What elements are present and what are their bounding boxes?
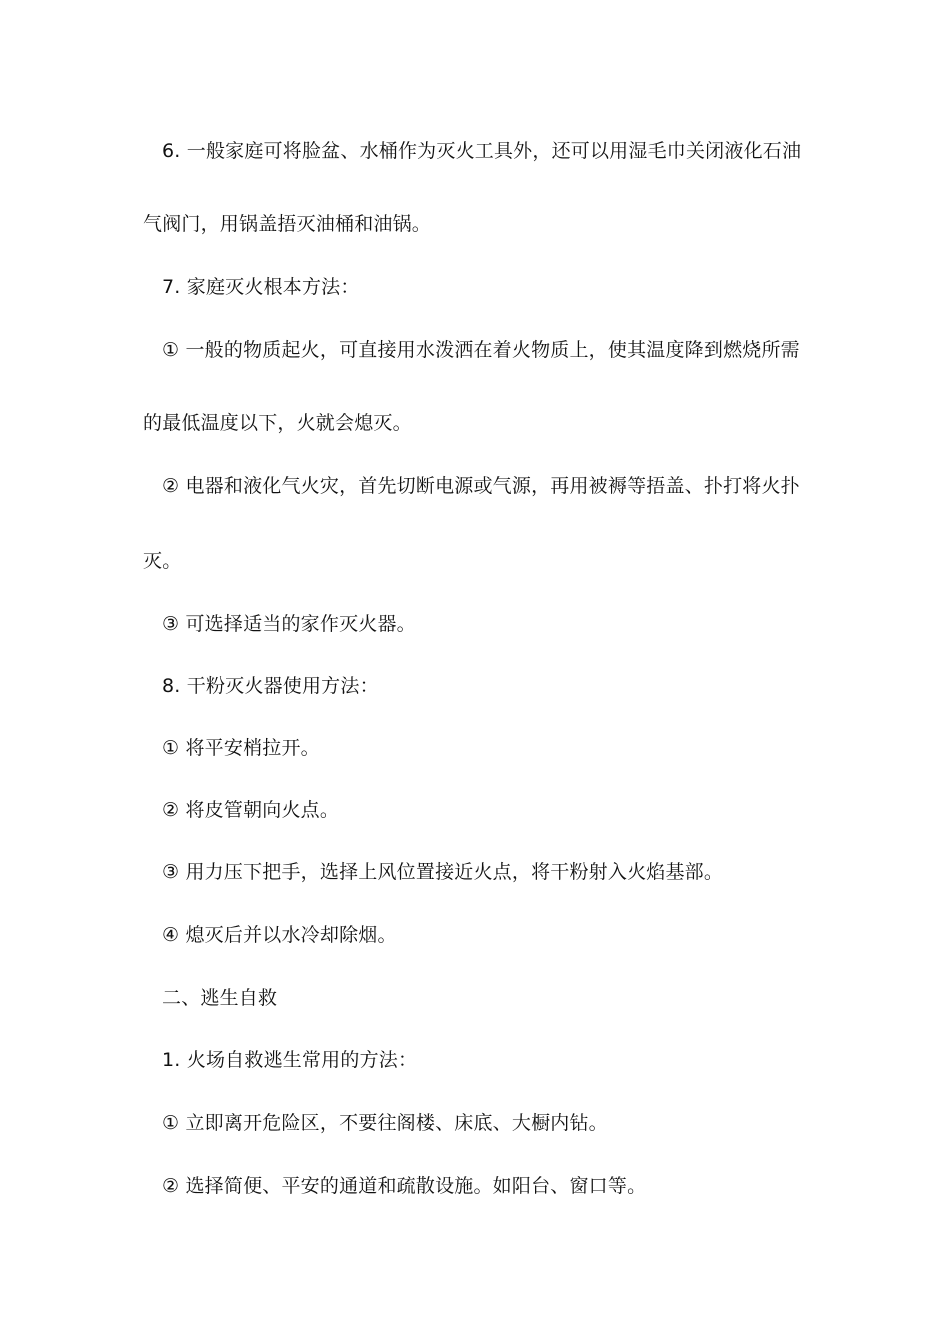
item-8-3: ③ 用力压下把手，选择上风位置接近火点，将干粉射入火焰基部。 <box>162 861 724 883</box>
heading-7: 7. 家庭灭火根本方法： <box>162 276 360 298</box>
paragraph-6-line-1: 6. 一般家庭可将脸盆、水桶作为灭火工具外，还可以用湿毛巾关闭液化石油 <box>162 140 802 162</box>
heading-8: 8. 干粉灭火器使用方法： <box>162 675 379 697</box>
item-8-4: ④ 熄灭后并以水冷却除烟。 <box>162 924 397 946</box>
item-8-2: ② 将皮管朝向火点。 <box>162 799 340 821</box>
item-7-2-line-2: 灭。 <box>143 550 182 572</box>
section-heading-escape: 二、逃生自救 <box>162 987 278 1009</box>
heading-1: 1. 火场自救逃生常用的方法： <box>162 1049 418 1071</box>
item-7-1-line-1: ① 一般的物质起火，可直接用水泼洒在着火物质上，使其温度降到燃烧所需 <box>162 339 800 361</box>
item-1-2: ② 选择简便、平安的通道和疏散设施。如阳台、窗口等。 <box>162 1175 647 1197</box>
item-7-2-line-1: ② 电器和液化气火灾，首先切断电源或气源，再用被褥等捂盖、扑打将火扑 <box>162 475 800 497</box>
item-7-3: ③ 可选择适当的家作灭火器。 <box>162 613 416 635</box>
item-7-1-line-2: 的最低温度以下，火就会熄灭。 <box>143 412 412 434</box>
item-1-1: ① 立即离开危险区，不要往阁楼、床底、大橱内钻。 <box>162 1112 608 1134</box>
item-8-1: ① 将平安梢拉开。 <box>162 737 320 759</box>
paragraph-6-line-2: 气阀门，用锅盖捂灭油桶和油锅。 <box>143 213 432 235</box>
